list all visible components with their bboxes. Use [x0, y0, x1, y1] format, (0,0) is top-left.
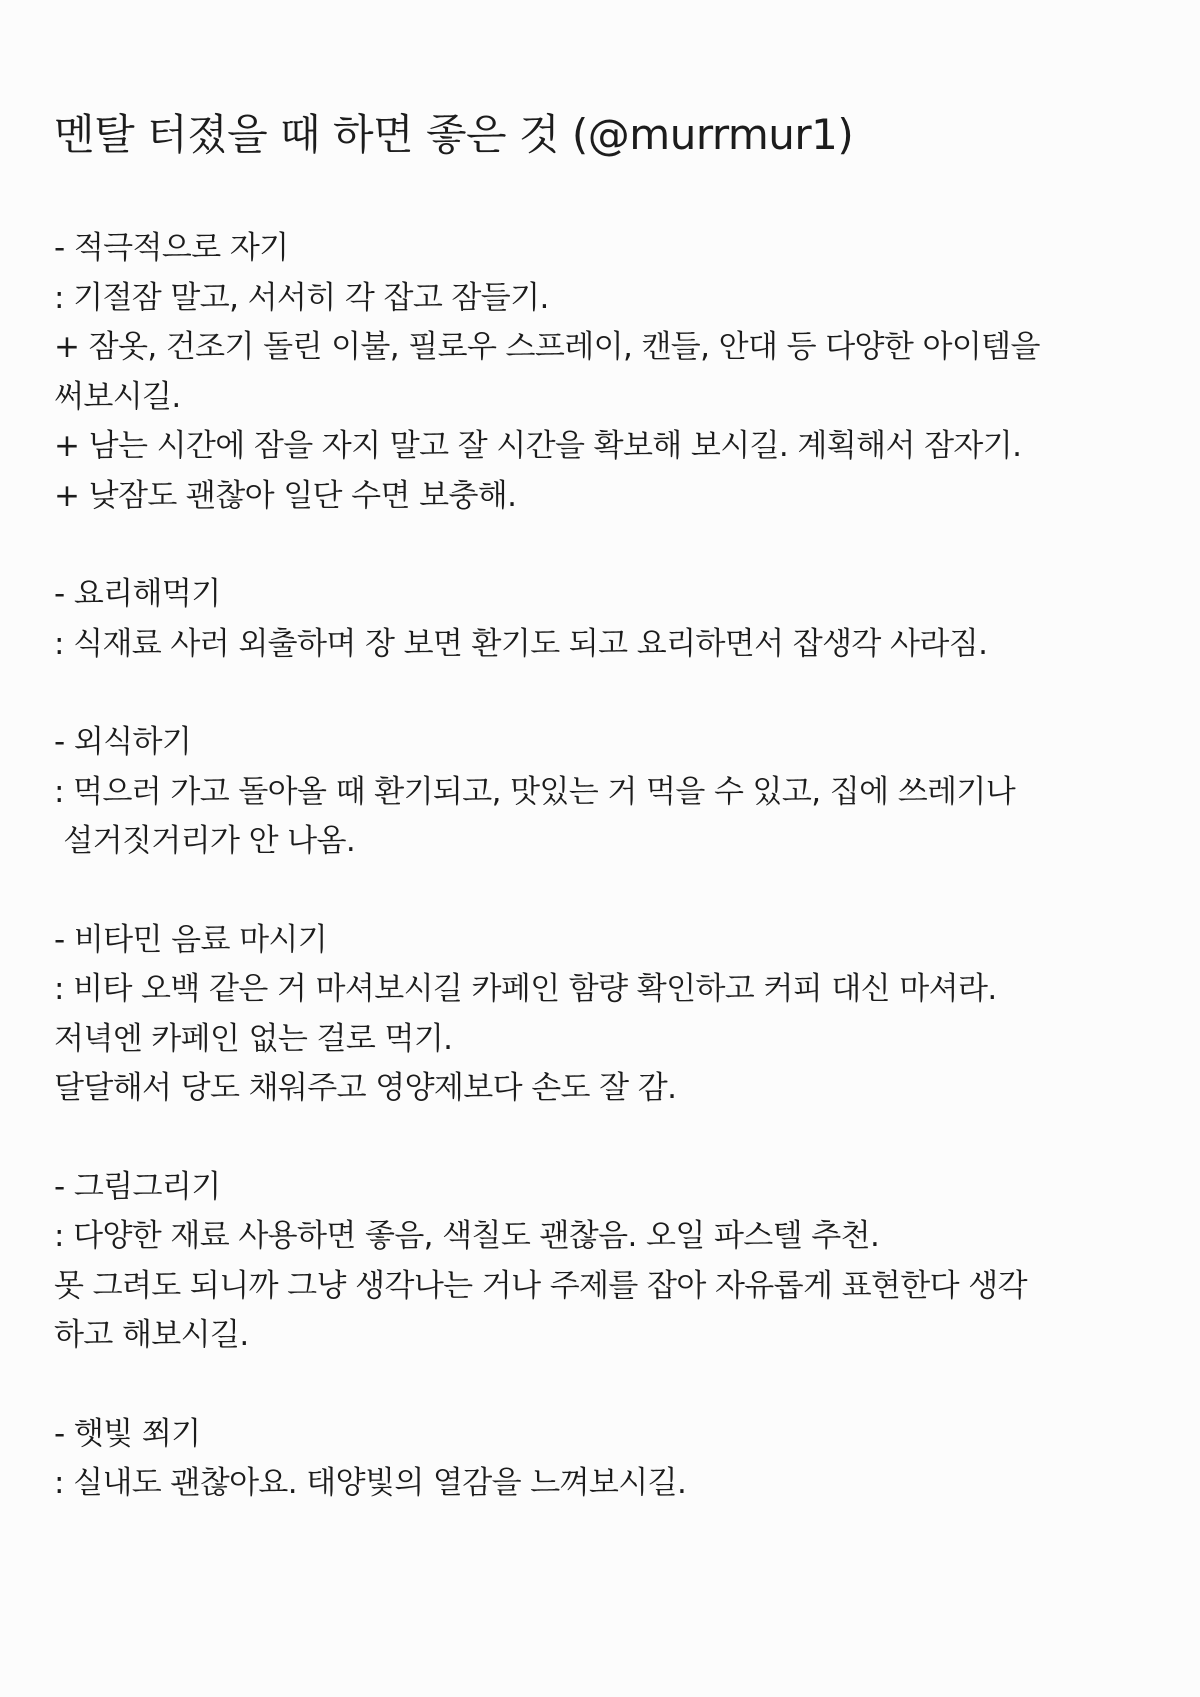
section-line: 저녁엔 카페인 없는 걸로 먹기. [54, 1020, 453, 1057]
page-title: 멘탈 터졌을 때 하면 좋은 것 (@murrmur1) [54, 110, 854, 159]
section-line: 써보시길. [54, 378, 181, 415]
section-heading: - 그림그리기 [54, 1168, 221, 1205]
section-line: : 다양한 재료 사용하면 좋음, 색칠도 괜찮음. 오일 파스텔 추천. [54, 1218, 880, 1254]
section-line: : 비타 오백 같은 거 마셔보시길 카페인 함량 확인하고 커피 대신 마셔라. [54, 971, 997, 1007]
section-line: 못 그려도 되니까 그냥 생각나는 거나 주제를 잡아 자유롭게 표현한다 생각 [54, 1267, 1027, 1304]
section-drawing [54, 1163, 1160, 1361]
section-line: + 낮잠도 괜찮아 일단 수면 보충해. [54, 477, 517, 514]
section-line: 하고 해보시길. [54, 1317, 249, 1353]
section-eating-out [54, 718, 1160, 867]
section-cooking [54, 570, 1160, 669]
section-sunlight [54, 1410, 1160, 1509]
section-heading: - 적극적으로 자기 [54, 230, 289, 266]
section-line: 달달해서 당도 채워주고 영양제보다 손도 잘 감. [54, 1070, 677, 1106]
section-heading: - 비타민 음료 마시기 [54, 921, 328, 958]
section-heading: - 요리해먹기 [54, 576, 221, 612]
section-heading: - 햇빛 쬐기 [54, 1415, 201, 1452]
section-sleep [54, 224, 1160, 521]
section-heading: - 외식하기 [54, 724, 192, 760]
section-line: 설거짓거리가 안 나옴. [54, 823, 356, 859]
section-line: : 먹으러 가고 돌아올 때 환기되고, 맛있는 거 먹을 수 있고, 집에 쓰레기나 [54, 773, 1016, 810]
section-line: : 식재료 사러 외출하며 장 보면 환기도 되고 요리하면서 잡생각 사라짐. [54, 625, 988, 662]
section-line: : 기절잠 말고, 서서히 각 잡고 잠들기. [54, 279, 549, 316]
section-line: : 실내도 괜찮아요. 태양빛의 열감을 느껴보시길. [54, 1465, 687, 1501]
section-vitamin-drink [54, 916, 1160, 1114]
section-line: + 남는 시간에 잠을 자지 말고 잘 시간을 확보해 보시길. 계획해서 잠자기. [54, 428, 1022, 464]
section-line: + 잠옷, 건조기 돌린 이불, 필로우 스프레이, 캔들, 안대 등 다양한 아이템을 [54, 329, 1040, 365]
